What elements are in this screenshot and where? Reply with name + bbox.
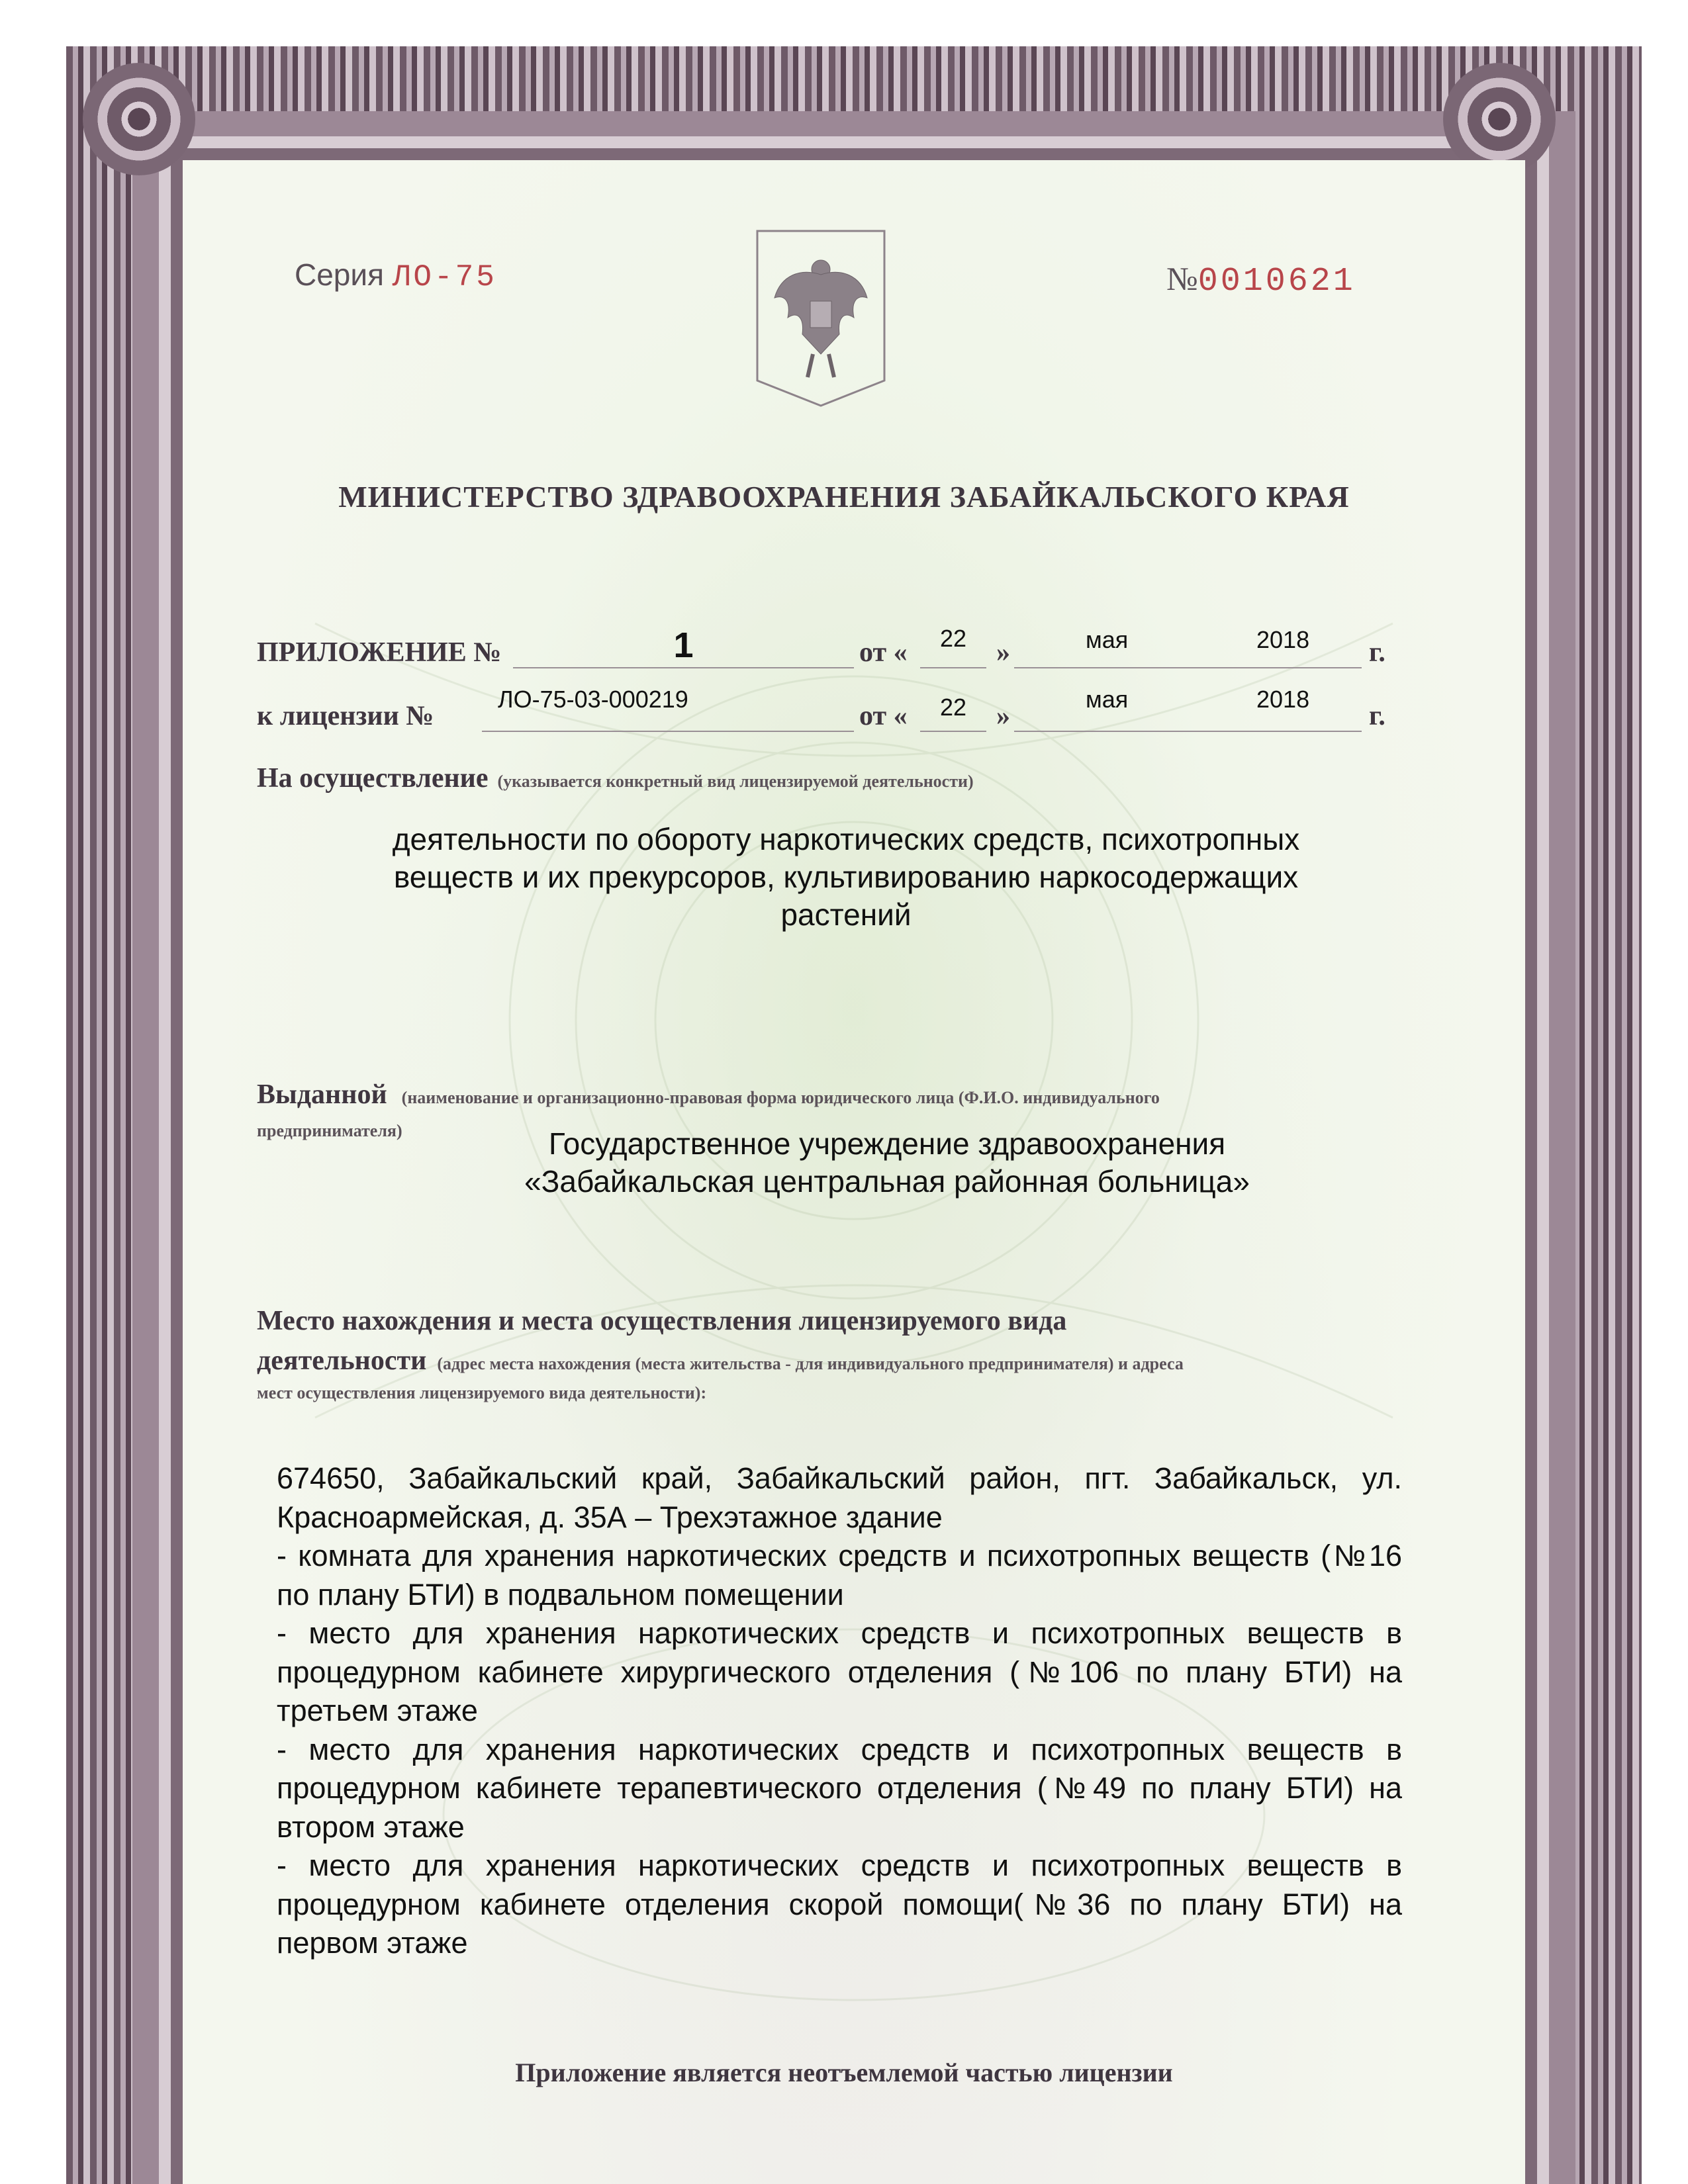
license-from-label: от « <box>859 701 908 731</box>
blank-number-field <box>1166 259 1356 300</box>
appendix-from-label: от « <box>859 637 908 668</box>
issued-heading <box>257 1079 1160 1111</box>
address-list <box>277 1459 1402 1963</box>
ministry-title: МИНИСТЕРСТВО ЗДРАВООХРАНЕНИЯ ЗАБАЙКАЛЬСКОГО КРАЯ <box>338 480 1350 514</box>
issued-note-continued: предпринимателя) <box>257 1121 402 1140</box>
activity-heading <box>257 762 974 794</box>
address-paragraph: - место для хранения наркотических средств и психотропных веществ в процедурном кабинете терапевтического отделения (№49 по плану БТИ) на втором этаже <box>277 1732 1402 1844</box>
corner-rosette-icon <box>1443 63 1556 175</box>
corner-rosette-icon <box>83 63 195 175</box>
appendix-label: ПРИЛОЖЕНИЕ № <box>257 637 502 668</box>
appendix-close-quote: » <box>996 637 1010 668</box>
activity-line: растений <box>780 897 912 932</box>
appendix-number-line <box>513 625 854 668</box>
appendix-number: 1 <box>673 625 694 665</box>
appendix-month: мая <box>1086 626 1129 653</box>
appendix-day: 22 <box>939 625 967 652</box>
activity-text <box>257 821 1435 934</box>
number-label: № <box>1166 260 1198 297</box>
location-note: (адрес места нахождения (места жительства - для индивидуального предпринимателя) и адреса <box>437 1354 1184 1373</box>
address-paragraph: - место для хранения наркотических средств и психотропных веществ в процедурном кабинете отделения скорой помощи(№36 по плану БТИ) на первом этаже <box>277 1848 1402 1960</box>
address-paragraph: - комната для хранения наркотических средств и психотропных веществ (№16 по плану БТИ) в подвальном помещении <box>277 1539 1402 1612</box>
number-value: 0010621 <box>1197 263 1356 300</box>
series-field <box>295 257 497 295</box>
footer-note: Приложение является неотъемлемой частью лицензии <box>515 2058 1173 2087</box>
location-heading <box>257 1345 1184 1377</box>
appendix-year-suffix: г. <box>1369 637 1385 668</box>
issued-organization <box>371 1125 1403 1201</box>
issued-line: Государственное учреждение здравоохранения <box>548 1126 1226 1161</box>
issued-label: Выданной <box>257 1079 387 1110</box>
address-paragraph: 674650, Забайкальский край, Забайкальский район, пгт. Забайкальск, ул. Красноармейская, д. 35А – Трехэтажное здание <box>277 1461 1402 1534</box>
appendix-year: 2018 <box>1256 626 1310 653</box>
license-close-quote: » <box>996 701 1010 731</box>
license-year-suffix: г. <box>1369 701 1385 731</box>
activity-label: На осуществление <box>257 763 489 794</box>
activity-line: веществ и их прекурсоров, культивированию наркосодержащих <box>393 860 1299 894</box>
activity-line: деятельности по обороту наркотических средств, психотропных <box>392 822 1300 856</box>
appendix-date-line <box>1014 629 1362 668</box>
license-number: ЛО-75-03-000219 <box>498 686 688 713</box>
address-paragraph: - место для хранения наркотических средств и психотропных веществ в процедурном кабинете хирургического отделения (№106 по плану БТИ) на третьем этаже <box>277 1616 1402 1727</box>
activity-note: (указывается конкретный вид лицензируемой деятельности) <box>497 772 974 791</box>
license-label: к лицензии № <box>257 701 434 731</box>
series-label: Серия <box>295 257 384 292</box>
location-note-continued: мест осуществления лицензируемого вида деятельности): <box>257 1383 707 1402</box>
series-value: ЛО-75 <box>392 260 497 295</box>
license-month: мая <box>1086 686 1129 713</box>
license-date-line <box>1014 692 1362 732</box>
issued-note: (наименование и организационно-правовая форма юридического лица (Ф.И.О. индивидуального <box>401 1088 1160 1107</box>
location-label: Место нахождения и места осуществления лицензируемого вида <box>257 1306 1067 1336</box>
coat-of-arms-icon <box>755 228 887 407</box>
license-day-line <box>920 692 986 732</box>
issued-line: «Забайкальская центральная районная больница» <box>524 1164 1250 1199</box>
location-label-continued: деятельности <box>257 1345 427 1376</box>
license-year: 2018 <box>1256 686 1310 713</box>
appendix-day-line <box>920 625 986 668</box>
license-day: 22 <box>939 694 967 721</box>
